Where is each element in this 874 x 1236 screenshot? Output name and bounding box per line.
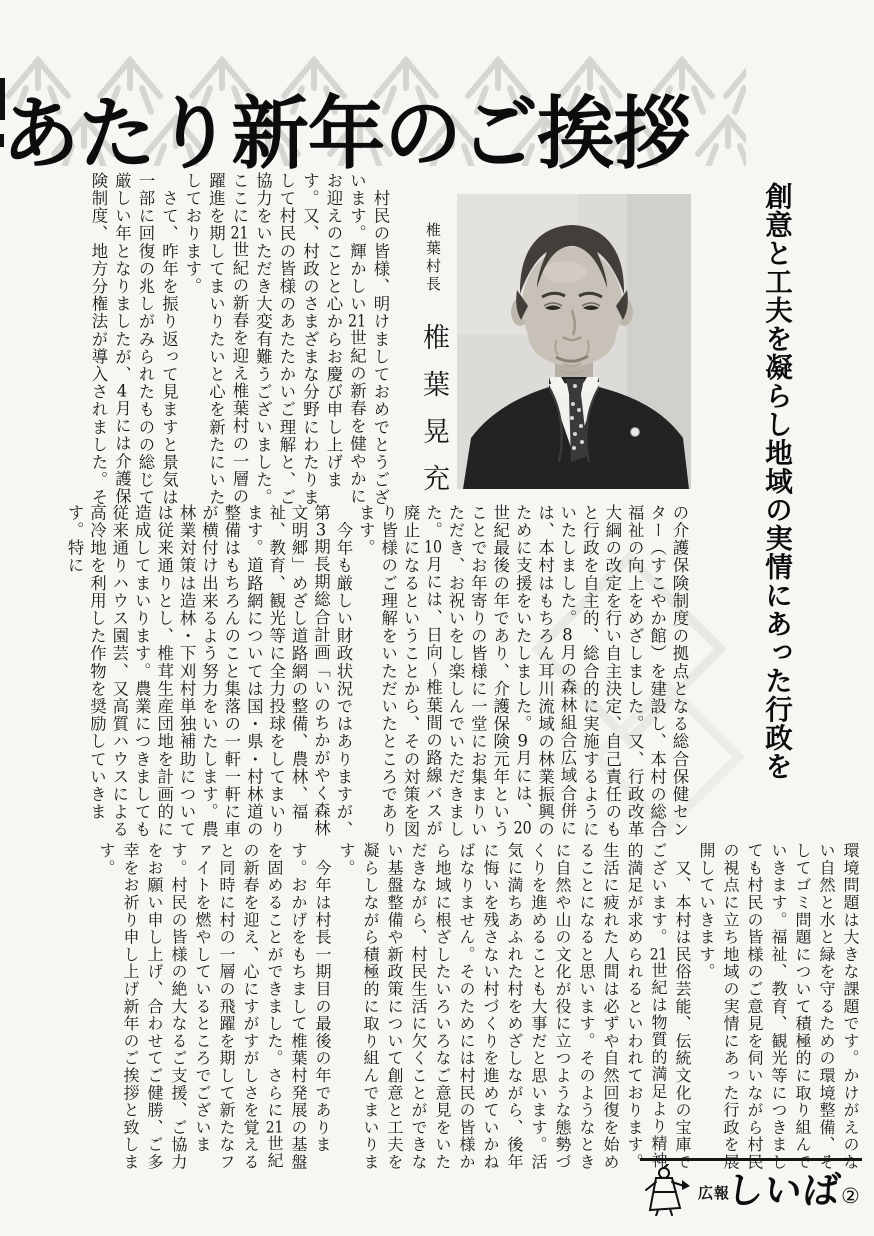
newsletter-title-shiiba: しいば xyxy=(724,1169,843,1212)
page-title: あたり新年のご挨拶 xyxy=(2,87,690,180)
byline-name: 椎葉晃充 xyxy=(418,323,449,512)
article-block-3: 環境問題は大きな課題です。かけがえのない自然と水と緑を守るための環境整備、そしてゴミ問題について積極的に取り組んでいきます。福祉、教育、観光等につきましても村民の皆様のご意見を伺いながら村民の視点に立ち地域の実情にあった行政を展開していきます。 又、本村は民俗芸能、伝統文化の宝庫でございます。21世紀は物質的満足より精神的満足が求められるといわれております。生活に疲れた人間は必ずや自然回復を始めることになると思います。そのようなときに自然や山の文化が役に立つような態勢づくりを進めることも大事だと思います。活気に満ちあふれた村をめざしながら、後年に悔いを残さない村づくりを進めていかねばなりません。そのためには村民の皆様から地域に根ざしたいろいろなご意見をいただきながら、村民生活に欠くことができない基盤整備や新政策について創意と工夫を凝らしながら積極的に取り組んでまいります。 今年は村長一期目の最後の年であります。おかげをもちまして椎葉村発展の基盤を固めることができました。さらに21世紀の新春を迎え、心にすがすがしさを覚えると同時に村の一層の飛躍を期して新たなファイトを燃やしているところでございます。村民の皆様の絶大なるご支援、ご協力をお願い申し上げ、合わせてご健勝、ご多幸をお祈り申し上げ新年のご挨拶と致します。 xyxy=(97,842,860,1171)
byline-role: 椎葉村長 xyxy=(424,222,442,294)
lead-headline: 創意と工夫を凝らし地域の実情にあった行政を xyxy=(761,182,792,781)
mayor-portrait-illustration xyxy=(457,194,691,489)
newsletter-label-kouhou: 広報 xyxy=(698,1185,731,1202)
byline xyxy=(410,222,456,534)
mayor-photo xyxy=(457,194,691,489)
article-block-1: 村民の皆様、明けましておめでとうございます。輝かしい21世紀の新春を健やかにお迎えのことと心からお慶び申し上げます。又、村政のさまざまな分野にわたりまして村民の皆様のあたたかいご理解と、ご協力をいただき大変有難うございました。ここに21世紀の新春を迎え椎葉村の一層の躍進を期してまいりたいと心を新たにいたしております。 さて、昨年を振り返って見ますと景気は一部に回復の兆しがみられたものの総じて厳しい年となりましたが、4月には介護保険制度、地方分権法が導入されました。そ xyxy=(89,172,390,507)
page-number-badge: ② xyxy=(841,1184,860,1208)
title-banner xyxy=(0,52,746,180)
article-block-2: の介護保険制度の拠点となる総合保健センター（すこやか館）を建設し、本村の総合福祉の向上をめざしました。又、行政改革大綱の改定を行い自主決定、自己責任のもと行政を自主的、総合的に実施するようにいたしました。8月の森林組合広域合併には、本村はもちろん耳川流域の林業振興のために支援をいたしました。9月には、20世紀最後の年であり、介護保険元年ということでお年寄りの皆様に一堂にお集まりいただき、お祝いをし楽しんでいただきました。10月には、日向〜椎葉間の路線バスが廃止になるということから、その対策を図り皆様のご理解をいただいたところであります。 今年も厳しい財政状況ではありますが、第3期長期総合計画「いのちかがやく森林文明郷」めざし道路網の整備、農林、福祉、教育、観光等に全力投球をしてまいります。道路網については国・県・村林道の整備はもちろんのこと集落の一軒一軒に車が横付け出来るよう努力をいたします。農林業対策は造林・下刈村単独補助については従来通りとし、椎茸生産団地を計画的に造成してまいります。農業につきましても従来通りハウス園芸、又高質ハウスによる高冷地を利用した作物を奨励していきます。特に xyxy=(65,504,689,839)
